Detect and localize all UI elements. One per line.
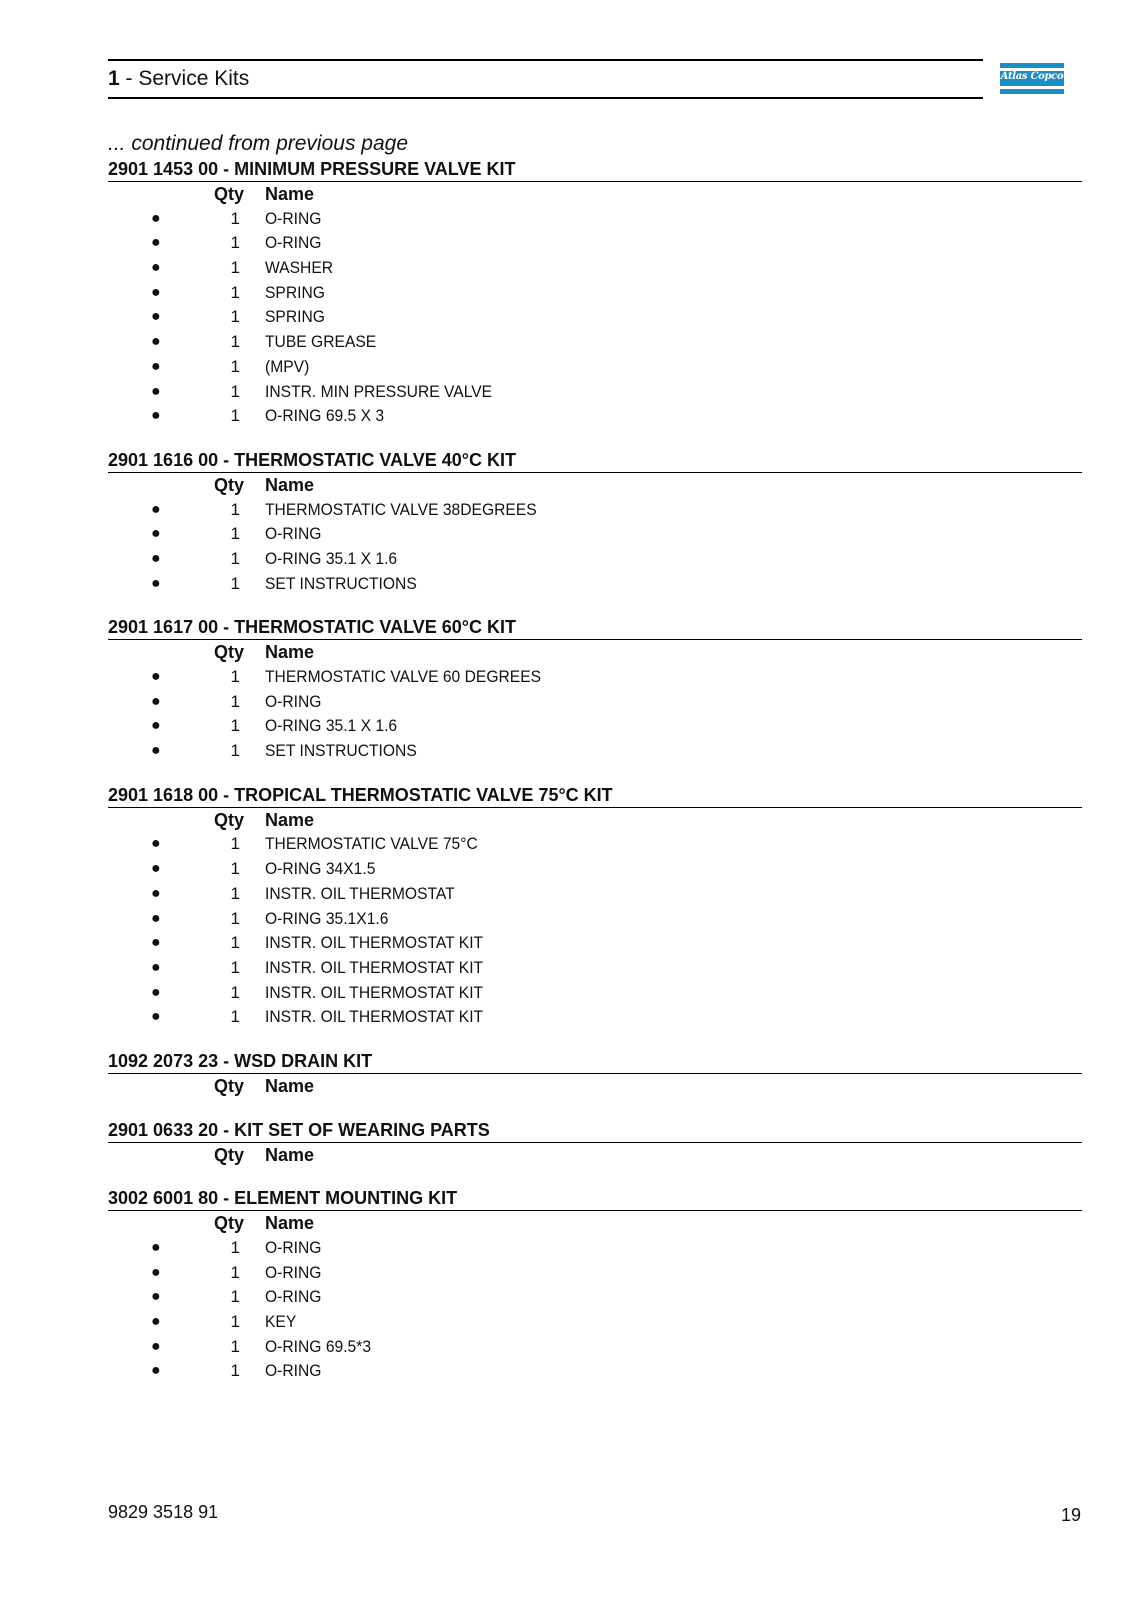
part-name: O-RING xyxy=(265,691,322,711)
name-header: Name xyxy=(265,1075,315,1096)
part-qty: 1 xyxy=(230,1007,240,1027)
part-qty: 1 xyxy=(230,957,240,977)
bullet-icon: ● xyxy=(151,209,161,227)
qty-header: Qty xyxy=(213,1075,244,1096)
part-row xyxy=(108,931,1082,956)
name-header: Name xyxy=(265,1213,315,1234)
kit-section xyxy=(108,449,1082,596)
part-qty: 1 xyxy=(230,406,240,426)
part-row xyxy=(108,981,1082,1006)
part-row xyxy=(108,956,1082,981)
part-qty: 1 xyxy=(230,332,240,352)
bullet-icon: ● xyxy=(151,934,161,952)
part-name: INSTR. OIL THERMOSTAT xyxy=(265,883,455,903)
part-row xyxy=(108,256,1082,281)
part-qty: 1 xyxy=(230,667,240,686)
part-name: KEY xyxy=(265,1312,297,1332)
part-name: O-RING 69.5*3 xyxy=(265,1336,372,1356)
qty-header: Qty xyxy=(213,184,244,204)
part-row xyxy=(108,714,1082,739)
part-qty: 1 xyxy=(230,834,240,854)
part-qty: 1 xyxy=(230,741,240,761)
part-name: O-RING 34X1.5 xyxy=(265,859,376,879)
bullet-icon: ● xyxy=(151,860,161,878)
kit-title: 2901 1453 00 - MINIMUM PRESSURE VALVE KIT xyxy=(108,158,1082,182)
part-row xyxy=(108,739,1082,764)
part-qty: 1 xyxy=(230,716,240,736)
part-qty: 1 xyxy=(230,859,240,879)
part-row xyxy=(108,207,1082,232)
part-qty: 1 xyxy=(230,908,240,928)
document-number: 9829 3518 91 xyxy=(108,1502,219,1522)
bullet-icon: ● xyxy=(151,574,161,592)
column-header-row xyxy=(108,808,1082,833)
part-row xyxy=(108,882,1082,907)
part-row xyxy=(108,281,1082,306)
name-header: Name xyxy=(265,642,315,663)
part-qty: 1 xyxy=(230,499,240,519)
bullet-icon: ● xyxy=(151,382,161,400)
part-name: O-RING xyxy=(265,1287,322,1307)
bullet-icon: ● xyxy=(151,742,161,760)
name-header: Name xyxy=(265,184,315,204)
part-row xyxy=(108,547,1082,572)
bullet-icon: ● xyxy=(151,717,161,735)
part-name: INSTR. OIL THERMOSTAT KIT xyxy=(265,1007,484,1027)
part-row xyxy=(108,330,1082,355)
kit-section xyxy=(108,158,1082,429)
kit-title: 2901 1618 00 - TROPICAL THERMOSTATIC VALVE 75°C KIT xyxy=(108,784,1082,808)
qty-header: Qty xyxy=(213,1144,244,1165)
part-name: O-RING xyxy=(265,208,322,228)
part-row xyxy=(108,1310,1082,1335)
part-name: O-RING 69.5 X 3 xyxy=(265,406,385,426)
bullet-icon: ● xyxy=(151,333,161,351)
bullet-icon: ● xyxy=(151,692,161,710)
part-name: INSTR. OIL THERMOSTAT KIT xyxy=(265,982,484,1002)
qty-header: Qty xyxy=(213,642,244,663)
page-number: 19 xyxy=(1060,1505,1081,1525)
part-qty: 1 xyxy=(230,1287,240,1307)
kit-section xyxy=(108,784,1082,1030)
part-name: O-RING xyxy=(265,524,322,544)
bullet-icon: ● xyxy=(151,1288,161,1306)
kit-title: 2901 0633 20 - KIT SET OF WEARING PARTS xyxy=(108,1119,1082,1143)
part-row xyxy=(108,305,1082,330)
part-name: SPRING xyxy=(265,282,325,302)
page-header xyxy=(108,59,983,99)
bullet-icon: ● xyxy=(151,357,161,375)
part-qty: 1 xyxy=(230,691,240,711)
part-name: O-RING xyxy=(265,1361,322,1381)
bullet-icon: ● xyxy=(151,1239,161,1256)
part-row xyxy=(108,1261,1082,1286)
part-qty: 1 xyxy=(230,282,240,302)
part-row xyxy=(108,907,1082,932)
kit-title: 2901 1617 00 - THERMOSTATIC VALVE 60°C KIT xyxy=(108,616,1082,640)
part-qty: 1 xyxy=(230,381,240,401)
column-header-row xyxy=(108,1074,1082,1099)
part-row xyxy=(108,665,1082,690)
part-row xyxy=(108,690,1082,715)
bullet-icon: ● xyxy=(151,1362,161,1380)
part-name: TUBE GREASE xyxy=(265,332,377,352)
bullet-icon: ● xyxy=(151,668,161,685)
bullet-icon: ● xyxy=(151,1008,161,1026)
part-qty: 1 xyxy=(230,1361,240,1381)
column-header-row xyxy=(108,473,1082,498)
part-name: (MPV) xyxy=(265,356,310,376)
part-qty: 1 xyxy=(230,233,240,253)
bullet-icon: ● xyxy=(151,1337,161,1355)
bullet-icon: ● xyxy=(151,308,161,326)
bullet-icon: ● xyxy=(151,884,161,902)
name-header: Name xyxy=(265,809,315,830)
column-header-row xyxy=(108,1211,1082,1236)
part-name: O-RING 35.1 X 1.6 xyxy=(265,548,398,568)
bullet-icon: ● xyxy=(151,909,161,927)
part-row xyxy=(108,1335,1082,1360)
column-header-row xyxy=(108,182,1082,207)
part-name: SET INSTRUCTIONS xyxy=(265,741,417,761)
part-qty: 1 xyxy=(230,982,240,1002)
part-row xyxy=(108,1285,1082,1310)
part-qty: 1 xyxy=(230,356,240,376)
part-row xyxy=(108,572,1082,597)
part-row xyxy=(108,522,1082,547)
part-row xyxy=(108,231,1082,256)
bullet-icon: ● xyxy=(151,549,161,567)
bullet-icon: ● xyxy=(151,259,161,277)
section-number: 1 xyxy=(108,67,120,90)
part-qty: 1 xyxy=(230,208,240,228)
part-qty: 1 xyxy=(230,524,240,544)
bullet-icon: ● xyxy=(151,835,161,853)
section-heading xyxy=(108,67,249,91)
qty-header: Qty xyxy=(213,474,244,495)
bullet-icon: ● xyxy=(151,983,161,1001)
part-row xyxy=(108,404,1082,429)
bullet-icon: ● xyxy=(151,234,161,252)
qty-header: Qty xyxy=(213,809,244,830)
part-name: INSTR. OIL THERMOSTAT KIT xyxy=(265,957,484,977)
part-row xyxy=(108,832,1082,857)
kit-list xyxy=(108,158,1082,1404)
bullet-icon: ● xyxy=(151,525,161,543)
part-qty: 1 xyxy=(230,933,240,953)
part-row xyxy=(108,355,1082,380)
part-row xyxy=(108,857,1082,882)
section-title: - Service Kits xyxy=(119,67,250,90)
name-header: Name xyxy=(265,1144,315,1165)
part-row xyxy=(108,1359,1082,1384)
kit-section xyxy=(108,1187,1082,1384)
part-qty: 1 xyxy=(230,573,240,593)
part-row xyxy=(108,1005,1082,1030)
part-qty: 1 xyxy=(230,1238,240,1257)
continued-note: ... continued from previous page xyxy=(108,132,409,155)
part-row xyxy=(108,1236,1082,1261)
kit-title: 1092 2073 23 - WSD DRAIN KIT xyxy=(108,1050,1082,1074)
part-qty: 1 xyxy=(230,307,240,327)
bullet-icon: ● xyxy=(151,283,161,301)
bullet-icon: ● xyxy=(151,1263,161,1281)
kit-section xyxy=(108,1050,1082,1099)
part-qty: 1 xyxy=(230,1312,240,1332)
kit-title: 2901 1616 00 - THERMOSTATIC VALVE 40°C KIT xyxy=(108,449,1082,473)
part-name: O-RING xyxy=(265,1262,322,1282)
part-name: THERMOSTATIC VALVE 38DEGREES xyxy=(265,499,537,519)
part-qty: 1 xyxy=(230,1262,240,1282)
part-name: THERMOSTATIC VALVE 75°C xyxy=(265,834,478,854)
part-qty: 1 xyxy=(230,1336,240,1356)
part-name: INSTR. OIL THERMOSTAT KIT xyxy=(265,933,484,953)
part-name: WASHER xyxy=(265,258,334,278)
column-header-row xyxy=(108,1143,1082,1168)
part-qty: 1 xyxy=(230,548,240,568)
part-qty: 1 xyxy=(230,258,240,278)
qty-header: Qty xyxy=(213,1213,244,1234)
bullet-icon: ● xyxy=(151,1313,161,1331)
part-name: O-RING 35.1X1.6 xyxy=(265,908,389,928)
part-name: O-RING xyxy=(265,1238,322,1257)
part-name: THERMOSTATIC VALVE 60 DEGREES xyxy=(265,667,542,686)
kit-section xyxy=(108,616,1082,763)
part-name: O-RING 35.1 X 1.6 xyxy=(265,716,398,736)
part-row xyxy=(108,380,1082,405)
bullet-icon: ● xyxy=(151,958,161,976)
bullet-icon: ● xyxy=(151,407,161,425)
logo-text: Atlas Copco xyxy=(1000,71,1064,82)
column-header-row xyxy=(108,640,1082,665)
part-row xyxy=(108,498,1082,523)
part-qty: 1 xyxy=(230,883,240,903)
part-name: SPRING xyxy=(265,307,325,327)
kit-section xyxy=(108,1119,1082,1168)
atlas-copco-logo xyxy=(1000,63,1064,94)
kit-title: 3002 6001 80 - ELEMENT MOUNTING KIT xyxy=(108,1187,1082,1211)
part-name: SET INSTRUCTIONS xyxy=(265,573,417,593)
part-name: INSTR. MIN PRESSURE VALVE xyxy=(265,381,493,401)
part-name: O-RING xyxy=(265,233,322,253)
bullet-icon: ● xyxy=(151,500,161,518)
name-header: Name xyxy=(265,474,315,495)
